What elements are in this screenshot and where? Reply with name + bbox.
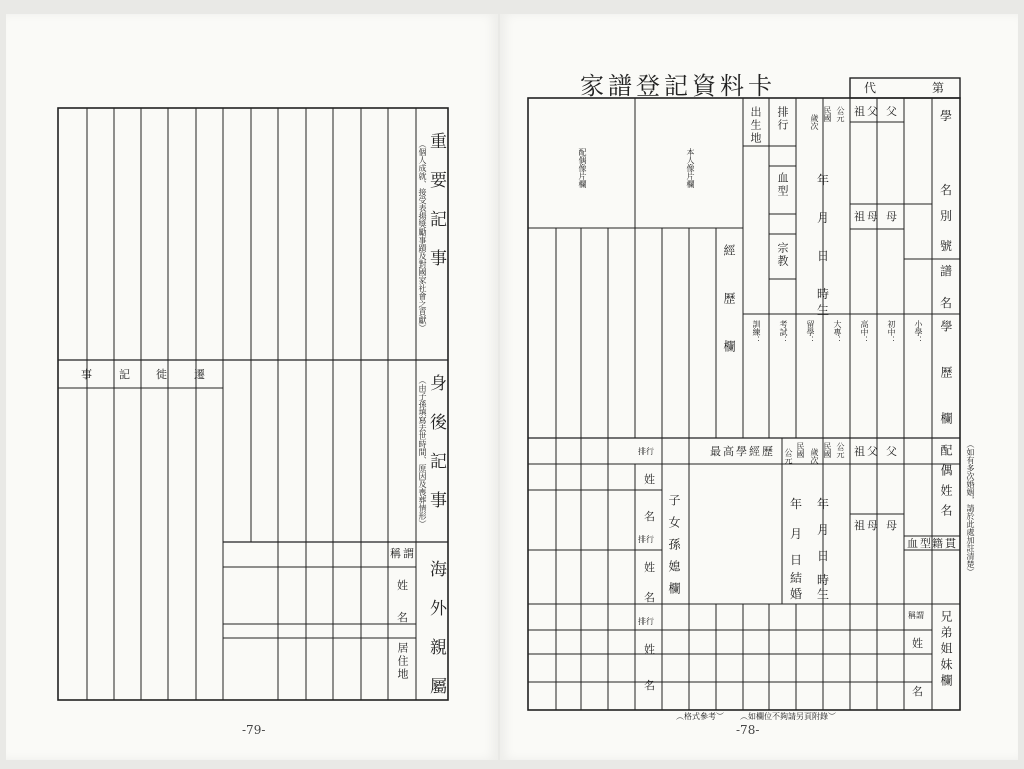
spouse-grandfather: 祖父 [854,445,880,458]
generation-dai: 代 [864,81,880,95]
overseas-name-col-2: 名 [397,611,410,624]
birth-sheng: 生 [817,303,833,317]
edu-training: 訓練： [752,320,761,344]
generation-di: 第 [932,81,948,95]
edu-college: 大專： [833,320,842,344]
grandfather-label: 祖父 [854,105,880,118]
siblings-name-1: 姓 [912,637,925,650]
form-title: 家譜登記資料卡 [580,72,776,100]
spouse-mother: 母 [886,519,899,532]
left-page [6,14,498,760]
birth-month: 月 [817,211,833,225]
spouse-grandmother: 祖母 [854,519,880,532]
children-rank-2: 排行 [638,535,654,544]
name-col-5: 譜 [940,264,956,278]
siblings-name-2: 名 [912,685,925,698]
spouse-blood-type: 血型 [907,537,933,550]
edu-exam: 考試： [779,320,788,344]
overseas-name-col-1: 姓 [397,579,410,592]
overseas-residence-col: 居住地 [396,642,409,681]
children-name-a1: 姓 [644,473,657,486]
spouse-birth-suici: 歲次 [810,448,819,464]
spouse-hometown: 籍貫 [932,537,958,550]
birth-minguo: 民國 [823,106,832,122]
spouse-name-title: 配偶姓名 [939,444,953,524]
edu-high: 高中： [860,320,869,344]
important-records-note: ︵個人成就、接受表揚獎勵事蹟及對國家社會之貢獻︶ [418,140,427,332]
name-col-2: 名 [940,183,956,197]
siblings-title: 兄弟姐妹欄 [939,610,953,690]
page-number-right: -78- [736,723,760,737]
rank-label: 排行 [776,106,789,132]
edu-abroad: 留學： [806,320,815,344]
children-rank-3: 排行 [638,617,654,626]
spouse-birth-month: 月 [817,523,833,537]
marriage-gongyuan: 公元 [784,448,793,464]
spouse-birth-year: 年 [817,497,833,511]
self-photo-label: 本人像片欄 [686,148,695,188]
posthumous-records-title: 身後記事 [426,374,446,530]
edu-junior: 初中： [887,320,896,344]
migration-char-4: 事 [81,368,94,381]
name-col-3: 別 [940,209,956,223]
important-records-title: 重要記事 [426,132,446,288]
spouse-birth-day: 日 [817,549,833,563]
birth-gongyuan: 公元 [836,106,845,122]
children-name-c1: 姓 [644,643,657,656]
marriage-year: 年 [790,497,806,511]
right-page [500,14,1018,760]
overseas-title-col: 稱謂 [390,547,416,560]
posthumous-records-note: ︵由子孫填寫去世時間、原因及喪葬情形︶ [418,376,427,528]
name-col-1: 學 [940,109,956,123]
children-name-b1: 姓 [644,561,657,574]
mother-label: 母 [886,210,899,223]
migration-char-2: 徙 [156,368,169,381]
siblings-title-col: 稱謂 [908,611,924,620]
spouse-birth-gongyuan: 公元 [836,442,845,458]
religion-label: 宗教 [776,242,789,268]
children-name-b2: 名 [644,591,657,604]
blood-type-label: 血型 [776,172,789,198]
education-title: 學歷欄 [939,320,953,458]
marriage-jie: 結 [790,571,806,585]
marriage-hun: 婚 [790,587,806,601]
footnote: ︵格式參考︶ ︵如欄位不夠請另頁附錄︶ [676,712,836,721]
name-col-4: 號 [940,239,956,253]
birth-hour: 時 [817,287,833,301]
spouse-photo-label: 配偶像片欄 [578,148,587,188]
page-number-left: -79- [242,723,266,737]
birth-year: 年 [817,173,833,187]
birth-day: 日 [817,249,833,263]
children-rank-1: 排行 [638,447,654,456]
spouse-birth-minguo: 民國 [823,442,832,458]
spouse-birth-sheng: 生 [817,587,833,601]
migration-char-3: 記 [119,368,132,381]
overseas-relatives-title: 海外親屬 [426,560,446,716]
children-name-c2: 名 [644,679,657,692]
marriage-month: 月 [790,527,806,541]
grandmother-label: 祖母 [854,210,880,223]
children-title: 子女孫媳欄 [667,494,681,604]
spouse-birth-hour: 時 [817,573,833,587]
birthplace-label: 出生地 [749,106,762,145]
edu-primary: 小學： [914,320,923,344]
father-label: 父 [886,105,899,118]
experience-label: 經歷欄 [722,244,736,388]
spouse-father: 父 [886,445,899,458]
spouse-highest-edu: 最高學經歷 [710,445,775,458]
spouse-marriage-note: ︵如有多次婚姻，請於此處加註清楚︶ [966,440,975,576]
marriage-day: 日 [790,553,806,567]
name-col-6: 名 [940,296,956,310]
children-name-a2: 名 [644,510,657,523]
birth-suici: 歲次 [810,114,819,130]
migration-char-1: 遷 [194,368,207,381]
marriage-minguo: 民國 [796,442,805,458]
